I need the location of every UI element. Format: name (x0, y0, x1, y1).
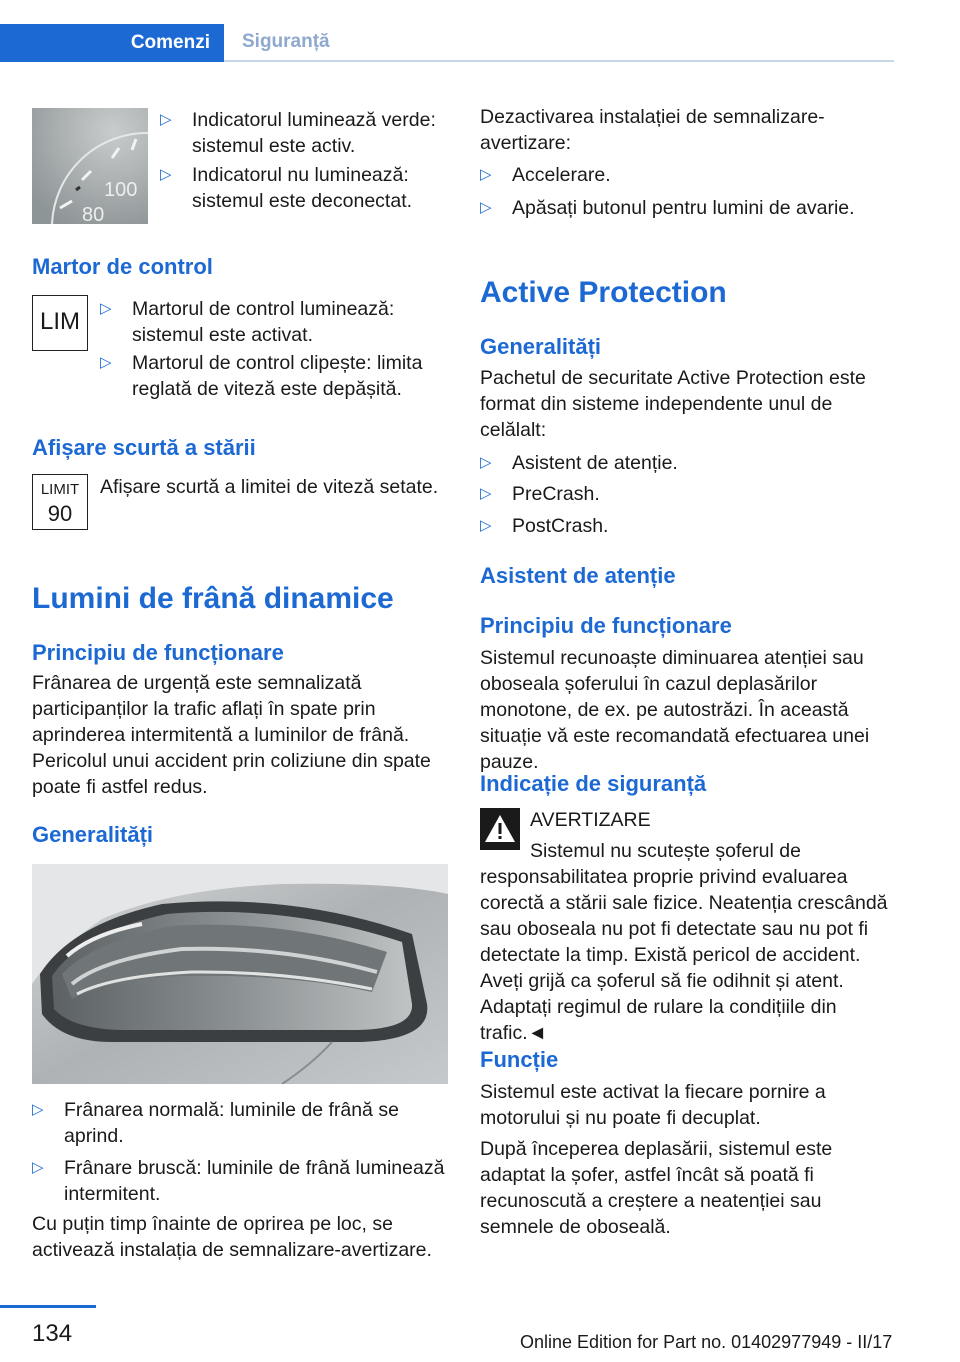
lim-icon-label: LIM (39, 308, 80, 335)
heading-generalitati-right: Generalități (480, 334, 602, 359)
triangle-bullet-icon: ▷ (480, 199, 492, 216)
speedometer-image (32, 108, 148, 224)
principiu-text-left: Frânarea de urgență este semnalizată participanților la trafic aflați în spate prin aprinderea intermitentă a luminilor de frână. Pericolul unui accident prin coliziune din spate poate fi astfel redus. (32, 672, 431, 798)
heading-principiu-right: Principiu de funcționare (480, 613, 732, 638)
limit-icon-label: LIMIT (40, 481, 80, 498)
triangle-bullet-icon: ▷ (480, 485, 492, 502)
section-title-lumini: Lumini de frână dinamice (32, 582, 394, 615)
limit-icon-value: 90 (47, 501, 73, 526)
bullet-text: Frânarea normală: luminile de frână se aprind. (64, 1099, 399, 1147)
triangle-bullet-icon: ▷ (32, 1101, 44, 1118)
warning-text-body: Sistemul nu scutește șoferul de responsabilitatea proprie privind evaluarea corectă a stării sale fizice. Neatenția crescândă sau oboseala nu pot fi detectate sau nu pot fi detectate la timp. Există pericol de accident. Aveți grijă ca șoferul să fie odihnit și atent. Adaptați regimul de rulare la condițiile din trafic.◄ (480, 840, 888, 1044)
bullet-text: PreCrash. (512, 483, 600, 505)
triangle-bullet-icon: ▷ (480, 454, 492, 471)
dezactivare-text: Dezactivarea instalației de semnalizare-avertizare: (480, 106, 825, 154)
page-number: 134 (32, 1320, 73, 1347)
speedo-label-80: 80 (82, 204, 105, 224)
bullet-text: Apăsați butonul pentru lumini de avarie. (512, 197, 855, 219)
chapter-tabs (0, 0, 960, 62)
heading-functie: Funcție (480, 1047, 559, 1072)
warning-text (480, 838, 900, 1046)
bullet-text: Martorul de control clipește: limita reglată de viteză este depășită. (132, 352, 423, 400)
bullet-text: Indicatorul luminează verde: sistemul este activ. (192, 109, 436, 157)
afisare-text: Afișare scurtă a limitei de viteză setate. (100, 476, 439, 498)
functie-text-2: După începerea deplasării, sistemul este adaptat la șofer, astfel încât să poată fi recunoscută a creștere a neatenției sau semnele de oboseală. (480, 1138, 833, 1238)
heading-martor-de-control: Martor de control (32, 254, 213, 279)
functie-text-1: Sistemul este activat la fiecare pornire a motorului și nu poate fi decuplat. (480, 1081, 826, 1129)
heading-afisare-scurta: Afișare scurtă a stării (32, 435, 256, 460)
triangle-bullet-icon: ▷ (100, 300, 112, 317)
principiu-text-right: Sistemul recunoaște diminuarea atenției sau oboseala șoferului în cazul deplasărilor monotone, de ex. pe autostrăzi. În această situație vă este recomandată efectuarea unei pauze. (480, 647, 870, 773)
generalitati-text-right: Pachetul de securitate Active Protection este format din sisteme independente unul de celălalt: (480, 367, 866, 441)
warning-title: AVERTIZARE (530, 809, 651, 831)
heading-principiu-left: Principiu de funcționare (32, 640, 284, 665)
heading-indicatie-de-siguranta: Indicație de siguranță (480, 771, 707, 796)
bullet-text: Accelerare. (512, 164, 611, 186)
footer-accent-line (0, 1305, 96, 1308)
triangle-bullet-icon: ▷ (100, 354, 112, 371)
bullet-text: Indicatorul nu luminează: sistemul este deconectat. (192, 164, 413, 212)
bullet-text: Asistent de atenție. (512, 452, 678, 474)
triangle-bullet-icon: ▷ (160, 166, 172, 183)
footer-edition: Online Edition for Part no. 01402977949 - II/17 (520, 1332, 893, 1352)
tab-comenzi[interactable]: Comenzi (0, 24, 224, 62)
triangle-bullet-icon: ▷ (160, 111, 172, 128)
triangle-bullet-icon: ▷ (480, 166, 492, 183)
closing-text-left: Cu puțin timp înainte de oprirea pe loc, se activează instalația de semnalizare-avertizare. (32, 1213, 432, 1261)
section-title-active-protection: Active Protection (480, 276, 727, 309)
heading-generalitati-left: Generalități (32, 822, 154, 847)
triangle-bullet-icon: ▷ (480, 517, 492, 534)
tail-light-image (32, 864, 448, 1084)
limit-90-icon (32, 474, 88, 530)
heading-asistent-de-atentie: Asistent de atenție (480, 563, 676, 588)
bullet-text: Martorul de control luminează: sistemul este activat. (132, 298, 395, 346)
bullet-text: Frânare bruscă: luminile de frână luminează intermitent. (64, 1157, 445, 1205)
bullet-text: PostCrash. (512, 515, 609, 537)
speedo-label-100: 100 (104, 179, 138, 201)
lim-icon (32, 295, 88, 351)
triangle-bullet-icon: ▷ (32, 1159, 44, 1176)
tab-siguranta[interactable]: Siguranță (224, 24, 894, 62)
